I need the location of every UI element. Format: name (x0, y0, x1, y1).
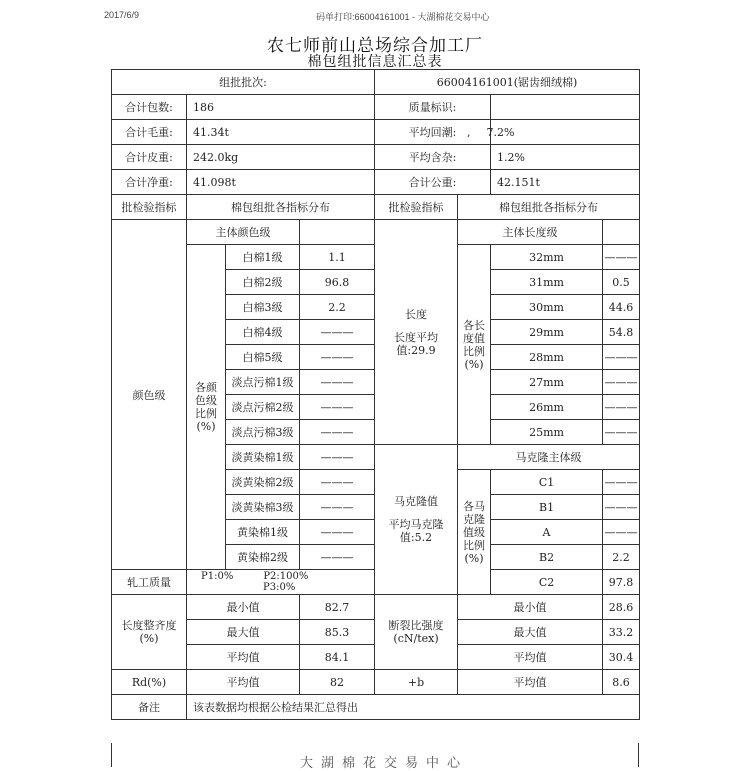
length-grade-name: 31mm (491, 270, 603, 295)
company-title: 农七师前山总场综合加工厂 (267, 36, 483, 56)
batch-label: 组批批次: (112, 70, 375, 95)
form-title: 棉包组批信息汇总表 (307, 54, 443, 70)
strength-max-value: 33.2 (603, 620, 640, 645)
color-grade-value: ——— (300, 520, 375, 545)
length-main-label: 主体长度级 (458, 220, 603, 245)
strength-min-value: 28.6 (603, 595, 640, 620)
micronaire-category-cell (375, 445, 458, 595)
net-value: 41.098t (187, 170, 375, 195)
ginning-label: 轧工质量 (112, 570, 187, 595)
color-grade-value: ——— (300, 420, 375, 445)
color-main-value (300, 220, 375, 245)
plus-b-avg-value: 8.6 (603, 670, 640, 695)
color-grade-value: 96.8 (300, 270, 375, 295)
gross-value: 41.34t (187, 120, 375, 145)
rd-avg-label: 平均值 (187, 670, 300, 695)
length-grade-value: ——— (603, 420, 640, 445)
print-date: 2017/6/9 (104, 10, 140, 20)
color-grade-value: 2.2 (300, 295, 375, 320)
ginning-values (187, 570, 375, 595)
length-grade-name: 29mm (491, 320, 603, 345)
color-grade-value: ——— (300, 345, 375, 370)
color-grade-name: 白棉2级 (226, 270, 300, 295)
length-average: 长度平均值:29.9 (394, 330, 439, 357)
color-grade-name: 淡点污棉2级 (226, 395, 300, 420)
color-grade-value: 1.1 (300, 245, 375, 270)
quality-value (491, 95, 640, 120)
batch-value: 66004161001(锯齿细绒棉) (375, 70, 640, 95)
micronaire-grade-name: B1 (491, 495, 603, 520)
uniformity-avg-label: 平均值 (187, 645, 300, 670)
strength-max-label: 最大值 (458, 620, 603, 645)
uniformity-min-label: 最小值 (187, 595, 300, 620)
color-grade-name: 黄染棉1级 (226, 520, 300, 545)
length-grade-name: 27mm (491, 370, 603, 395)
ginning-p2: P2:100% (263, 571, 309, 582)
plus-b-avg-label: 平均值 (458, 670, 603, 695)
summary-table (111, 69, 640, 720)
color-grade-name: 淡黄染棉2级 (226, 470, 300, 495)
color-ratio-label (187, 245, 226, 570)
micronaire-main-label: 马克隆主体级 (458, 445, 640, 470)
impurity-value: 1.2% (491, 145, 640, 170)
moisture-mark: , (467, 125, 471, 139)
moisture-label: 平均回潮: (375, 120, 491, 145)
color-grade-name: 白棉1级 (226, 245, 300, 270)
color-ratio-text: 各颜色级比例(%) (195, 381, 217, 433)
color-grade-name: 淡点污棉1级 (226, 370, 300, 395)
print-info: 码单打印:66004161001 - 大湖棉花交易中心 (316, 12, 490, 22)
length-grade-value: ——— (603, 245, 640, 270)
distribution-left: 棉包组批各指标分布 (187, 195, 375, 220)
color-grade-name: 淡点污棉3级 (226, 420, 300, 445)
moisture-cell (467, 120, 640, 145)
micronaire-ratio-text: 各马克隆值级比例(%) (463, 499, 486, 565)
length-category-cell (375, 220, 458, 445)
uniformity-min-value: 82.7 (300, 595, 375, 620)
micronaire-ratio-label (458, 470, 491, 595)
rd-label: Rd(%) (112, 670, 187, 695)
length-main-value (603, 220, 640, 245)
tare-label: 合计皮重: (112, 145, 187, 170)
length-grade-name: 30mm (491, 295, 603, 320)
color-grade-value: ——— (300, 370, 375, 395)
net-label: 合计净重: (112, 170, 187, 195)
micronaire-grade-value: 97.8 (603, 570, 640, 595)
color-grade-name: 白棉4级 (226, 320, 300, 345)
plus-b-label: +b (375, 670, 458, 695)
uniformity-max-value: 85.3 (300, 620, 375, 645)
length-grade-value: ——— (603, 345, 640, 370)
micronaire-grade-value: ——— (603, 520, 640, 545)
length-grade-name: 26mm (491, 395, 603, 420)
gross-label: 合计毛重: (112, 120, 187, 145)
color-main-label: 主体颜色级 (187, 220, 300, 245)
micronaire-average: 平均马克隆值:5.2 (388, 518, 444, 544)
color-grade-name: 白棉3级 (226, 295, 300, 320)
rd-avg-value: 82 (300, 670, 375, 695)
length-category: 长度 (405, 307, 428, 321)
color-grade-value: ——— (300, 545, 375, 570)
strength-avg-value: 30.4 (603, 645, 640, 670)
micronaire-grade-name: B2 (491, 545, 603, 570)
color-grade-value: ——— (300, 445, 375, 470)
micronaire-grade-name: A (491, 520, 603, 545)
remarks-label: 备注 (112, 695, 187, 720)
micronaire-grade-value: ——— (603, 495, 640, 520)
strength-label-text: 断裂比强度(cN/tex) (388, 619, 444, 645)
micronaire-grade-name: C1 (491, 470, 603, 495)
color-grade-value: ——— (300, 470, 375, 495)
micronaire-grade-name: C2 (491, 570, 603, 595)
color-grade-name: 黄染棉2级 (226, 545, 300, 570)
length-grade-value: 44.6 (603, 295, 640, 320)
uniformity-label-text: 长度整齐度(%) (121, 619, 177, 645)
distribution-right: 棉包组批各指标分布 (458, 195, 640, 220)
color-grade-value: ——— (300, 495, 375, 520)
color-grade-name: 白棉5级 (226, 345, 300, 370)
color-grade-value: ——— (300, 320, 375, 345)
conditioned-label: 合计公重: (375, 170, 491, 195)
conditioned-value: 42.151t (491, 170, 640, 195)
strength-label (375, 595, 458, 670)
bales-label: 合计包数: (112, 95, 187, 120)
length-grade-value: ——— (603, 395, 640, 420)
uniformity-avg-value: 84.1 (300, 645, 375, 670)
length-grade-value: 0.5 (603, 270, 640, 295)
color-grade-name: 淡黄染棉3级 (226, 495, 300, 520)
batch-index-right: 批检验指标 (375, 195, 458, 220)
length-grade-value: 54.8 (603, 320, 640, 345)
quality-label: 质量标识: (375, 95, 491, 120)
length-ratio-label (458, 245, 491, 445)
footer-cut-text: 大湖棉花交易中心 (300, 756, 469, 771)
length-grade-name: 25mm (491, 420, 603, 445)
uniformity-label (112, 595, 187, 670)
length-ratio-text: 各长度值比例(%) (463, 318, 486, 371)
micronaire-grade-value: ——— (603, 470, 640, 495)
strength-min-label: 最小值 (458, 595, 603, 620)
uniformity-max-label: 最大值 (187, 620, 300, 645)
length-grade-value: ——— (603, 370, 640, 395)
bales-value: 186 (187, 95, 375, 120)
length-grade-name: 32mm (491, 245, 603, 270)
micronaire-grade-value: 2.2 (603, 545, 640, 570)
micronaire-category: 马克隆值 (394, 495, 439, 508)
color-category: 颜色级 (112, 220, 187, 570)
color-grade-value: ——— (300, 395, 375, 420)
ginning-p3: P3:0% (263, 582, 296, 593)
remarks-text: 该表数据均根据公检结果汇总得出 (187, 695, 640, 720)
batch-index-left: 批检验指标 (112, 195, 187, 220)
moisture-value: 7.2% (486, 125, 515, 139)
tare-value: 242.0kg (187, 145, 375, 170)
color-grade-name: 淡黄染棉1级 (226, 445, 300, 470)
impurity-label: 平均含杂: (375, 145, 491, 170)
ginning-p1: P1:0% (201, 571, 234, 582)
strength-avg-label: 平均值 (458, 645, 603, 670)
length-grade-name: 28mm (491, 345, 603, 370)
